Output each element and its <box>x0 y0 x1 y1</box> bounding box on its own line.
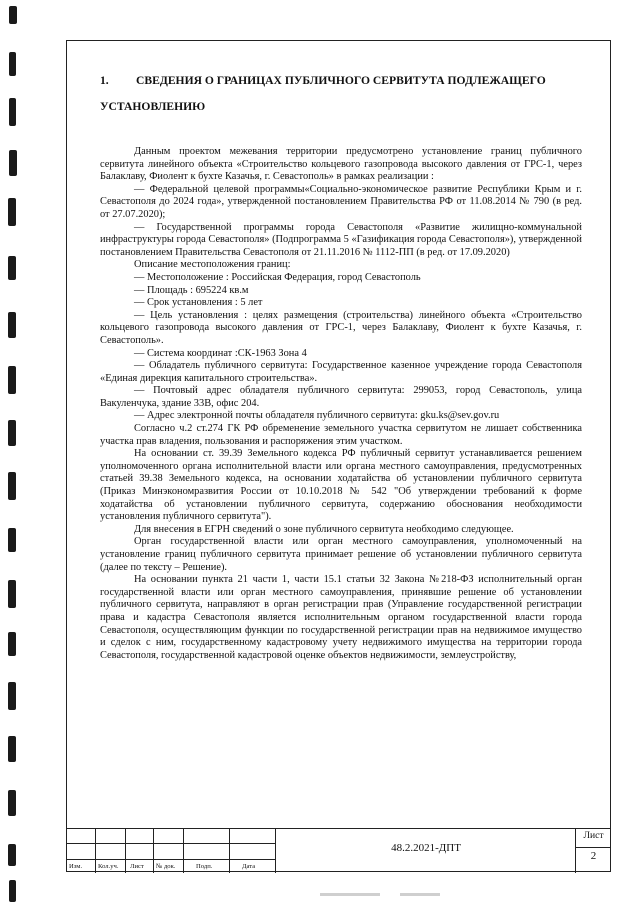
binding-mark <box>8 682 16 710</box>
paragraph: — Цель установления : целях размещения (строительства) линейного объекта «Строительство кольцевого газопровода высокого давления от ГРС-1, через Балаклаву, Фиолент к бухте Казачья, г. Севастополь». <box>100 309 582 346</box>
binding-mark <box>8 312 16 338</box>
paragraph: На основании пункта 21 части 1, части 15.1 статьи 32 Закона №218-ФЗ исполнительный орган государственной власти или орган местного самоуправления, принявшие решение об установлении публичного сервитута, направляют в орган регистрации прав (Управление государственной регистрации права и кадастра Севастополя является исполнительным органом государственной власти города Севастополя, осуществляющим функции по государственной регистрации прав на недвижимое имущество и сделок с ним, государственному кадастровому учету недвижимого имущества на территории города Севастополя, государственной кадастровой оценке объектов недвижимости, землеустройству, <box>100 574 582 661</box>
stamp-col-list: Лист <box>130 863 144 870</box>
binding-mark <box>8 844 16 866</box>
stamp-col-kol-uch: Кол.уч. <box>98 863 119 870</box>
document-code: 48.2.2021-ДПТ <box>391 842 461 854</box>
binding-mark <box>8 736 16 762</box>
sheet-number: 2 <box>590 850 597 862</box>
binding-mark <box>9 6 17 24</box>
paragraph: — Площадь : 695224 кв.м <box>134 284 249 296</box>
paragraph: На основании ст. 39.39 Земельного кодекса РФ публичный сервитут устанавливается решением уполномоченного органа исполнительной власти или органа местного самоуправления, предусмотренных статьей 39.38 Земельного кодекса, на основании ходатайства об установлении публичного сервитута (Приказ Минэкономразвития России от 10.10.2018 № 542 "Об утверждении требований к форме ходатайства об установлении публичного сервитута, содержанию обоснования необходимости установления публичного сервитута"). <box>100 448 582 523</box>
paragraph: Для внесения в ЕГРН сведений о зоне публичного сервитута необходимо следующее. <box>134 523 514 535</box>
sheet-label: Лист <box>583 830 604 841</box>
stamp-col-data: Дата <box>242 863 256 870</box>
scan-speck <box>320 893 380 896</box>
binding-mark <box>8 420 16 446</box>
binding-mark <box>9 150 17 176</box>
binding-mark <box>8 632 16 656</box>
stamp-col-doc: № док. <box>156 863 176 870</box>
stamp-col-izm: Изм. <box>69 863 83 870</box>
paragraph: Орган государственной власти или орган местного самоуправления, уполномоченный на установление границ публичного сервитута принимает решение об установлении публичного сервитута (далее по тексту – Решение). <box>100 536 582 573</box>
paragraph: Данным проектом межевания территории предусмотрено установление границ публичного сервитута линейного объекта «Строительство кольцевого газопровода высокого давления от ГРС-1, через Балаклаву, Фиолент к бухте Казачья, г. Севастополь» в рамках реализации : <box>100 146 582 183</box>
paragraph: — Обладатель публичного сервитута: Государственное казенное учреждение города Севастополя «Единая дирекция капитального строительства». <box>100 360 582 384</box>
binding-mark <box>8 790 16 816</box>
scan-speck <box>400 893 440 896</box>
paragraph-list <box>100 146 582 662</box>
binding-mark <box>8 198 16 226</box>
stamp-col-podp: Подп. <box>196 863 213 870</box>
binding-mark <box>9 98 16 126</box>
binding-mark <box>9 52 16 76</box>
paragraph: — Федеральной целевой программы«Социально-экономическое развитие Республики Крым и г. Севастополя до 2024 года», утвержденной постановлением Правительства РФ от 11.08.2014 № 790 (в ред. от 27.07.2020); <box>100 183 582 220</box>
binding-mark <box>8 528 16 552</box>
paragraph: Согласно ч.2 ст.274 ГК РФ обременение земельного участка сервитутом не лишает собственника участка прав владения, пользования и распоряжения этим участком. <box>100 423 582 447</box>
document-body <box>100 68 582 662</box>
title-block <box>66 828 611 872</box>
paragraph: — Срок установления : 5 лет <box>134 297 263 309</box>
stamp-row-line <box>576 847 611 848</box>
section-heading <box>100 68 582 120</box>
paragraph: — Государственной программы города Севастополя «Развитие жилищно-коммунальной инфраструктуры города Севастополя» (Подпрограмма 5 «Газификация города Севастополя»), утвержденной постановлением Правительства Севастополя от 21.11.2016 № 1112-ПП (в ред. от 17.09.2020) <box>100 221 582 258</box>
paragraph: — Почтовый адрес обладателя публичного сервитута: 299053, город Севастополь, улица Вакуленчука, здание 33В, офис 204. <box>100 385 582 409</box>
paragraph: Описание местоположения границ: <box>134 259 291 271</box>
binding-marks <box>0 0 30 905</box>
paragraph: — Адрес электронной почты обладателя публичного сервитута: gku.ks@sev.gov.ru <box>134 410 500 422</box>
paragraph: — Местоположение : Российская Федерация, город Севастополь <box>134 271 421 283</box>
binding-mark <box>8 580 16 608</box>
binding-mark <box>9 880 16 902</box>
section-title: СВЕДЕНИЯ О ГРАНИЦАХ ПУБЛИЧНОГО СЕРВИТУТА ПОДЛЕЖАЩЕГО УСТАНОВЛЕНИЮ <box>100 74 546 113</box>
paragraph: — Система координат :СК-1963 Зона 4 <box>134 347 307 359</box>
binding-mark <box>8 472 16 500</box>
binding-mark <box>8 256 16 280</box>
binding-mark <box>8 366 16 394</box>
section-number: 1. <box>100 74 109 87</box>
